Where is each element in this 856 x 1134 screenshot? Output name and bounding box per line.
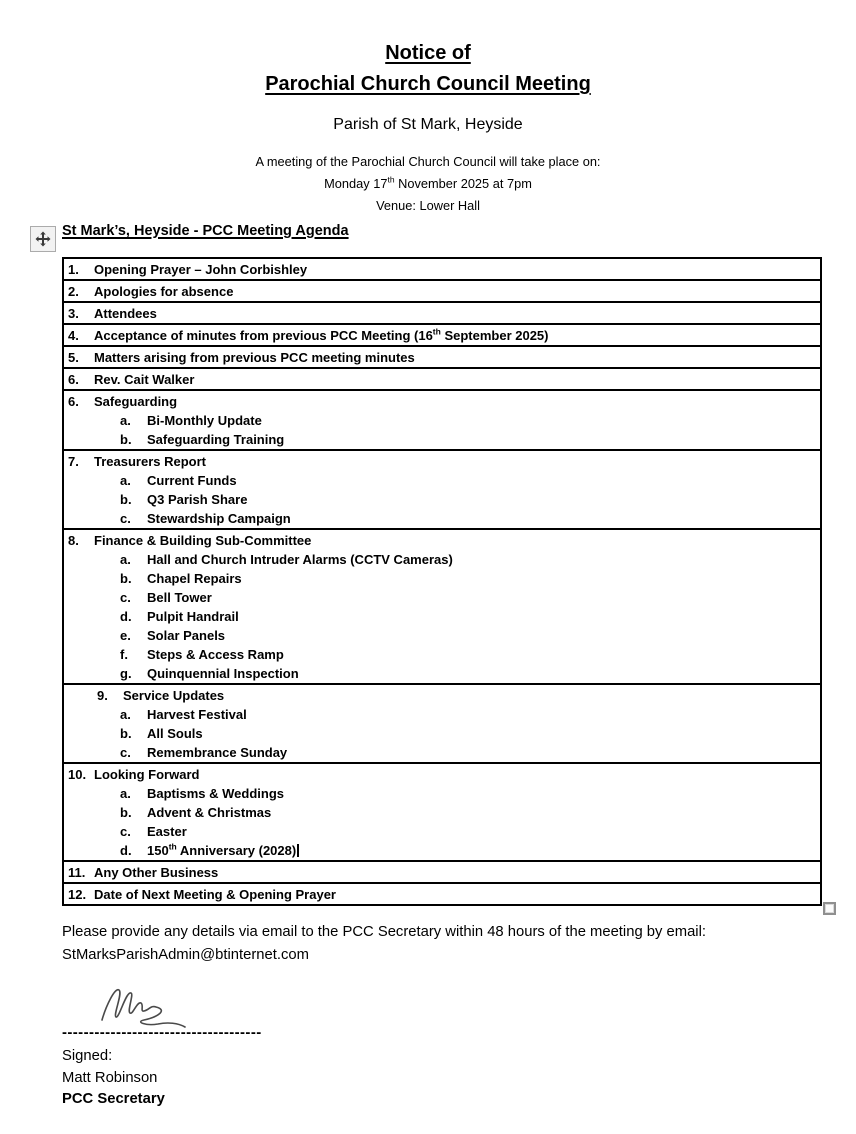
agenda-subitem-line: [64, 411, 820, 430]
agenda-subitem-letter: b.: [120, 805, 132, 820]
agenda-row: [64, 528, 820, 683]
agenda-item-title: [94, 533, 311, 548]
agenda-row: [64, 301, 820, 323]
agenda-item-number: 11.: [68, 865, 86, 880]
text-segment: Rev. Cait Walker: [94, 372, 195, 387]
agenda-item-line: [64, 348, 820, 367]
agenda-item-line: [64, 885, 820, 904]
text-segment: 150: [147, 843, 169, 858]
text-segment: Acceptance of minutes from previous PCC Meeting (16: [94, 328, 433, 343]
signed-name: Matt Robinson: [62, 1069, 158, 1086]
text-cursor: [297, 844, 299, 857]
agenda-subitem-letter: a.: [120, 473, 131, 488]
agenda-subitem-letter: a.: [120, 786, 131, 801]
superscript: th: [387, 174, 395, 185]
agenda-subitem-line: [64, 705, 820, 724]
agenda-row: [64, 367, 820, 389]
text-segment: Bell Tower: [147, 590, 212, 605]
agenda-item-number: 6.: [68, 372, 79, 387]
agenda-item-number: 7.: [68, 454, 79, 469]
agenda-subitem-line: [64, 803, 820, 822]
text-segment: Steps & Access Ramp: [147, 647, 284, 662]
agenda-item-number: 9.: [97, 688, 108, 703]
agenda-subitem-letter: c.: [120, 745, 131, 760]
agenda-subitem-line: [64, 822, 820, 841]
agenda-subitem-letter: e.: [120, 628, 131, 643]
footer-note-email: StMarksParishAdmin@btinternet.com: [62, 947, 309, 963]
agenda-item-line: [64, 304, 820, 323]
agenda-subitem-letter: c.: [120, 824, 131, 839]
agenda-item-title: [94, 767, 199, 782]
agenda-subitem-line: [64, 490, 820, 509]
agenda-subitem-text: [147, 666, 299, 681]
agenda-item-title: [94, 454, 206, 469]
agenda-item-title: [94, 887, 336, 902]
text-segment: Pulpit Handrail: [147, 609, 239, 624]
agenda-item-line: [64, 531, 820, 550]
agenda-item-title: [94, 328, 549, 343]
agenda-subitem-letter: g.: [120, 666, 132, 681]
agenda-item-number: 6.: [68, 394, 79, 409]
agenda-item-number: 10.: [68, 767, 87, 782]
title-line-2: Parochial Church Council Meeting: [265, 73, 591, 95]
agenda-subitem-line: [64, 569, 820, 588]
title-line-1: Notice of: [385, 42, 471, 64]
agenda-subitem-letter: b.: [120, 492, 132, 507]
agenda-subitem-text: [147, 843, 299, 858]
agenda-subitem-line: [64, 509, 820, 528]
agenda-subitem-text: [147, 552, 453, 567]
agenda-subitem-line: [64, 626, 820, 645]
text-segment: Finance & Building Sub-Committee: [94, 533, 312, 548]
agenda-subitem-text: [147, 413, 262, 428]
text-segment: Current Funds: [147, 473, 237, 488]
agenda-item-number: 3.: [68, 306, 79, 321]
agenda-item-line: [64, 370, 820, 389]
agenda-subitem-text: [147, 805, 271, 820]
agenda-subitem-line: [64, 430, 820, 449]
text-segment: Looking Forward: [94, 767, 200, 782]
agenda-subitem-text: [147, 786, 284, 801]
agenda-item-number: 2.: [68, 284, 79, 299]
agenda-item-line: [64, 260, 820, 279]
agenda-subitem-letter: f.: [120, 647, 128, 662]
signed-role: PCC Secretary: [62, 1091, 165, 1107]
agenda-row: [64, 683, 820, 762]
superscript: th: [432, 326, 441, 337]
agenda-row: [64, 762, 820, 860]
signed-label: Signed:: [62, 1048, 113, 1064]
footer-note-line-1: Please provide any details via email to the PCC Secretary within 48 hours of the meeting by email:: [62, 924, 706, 940]
agenda-subitem-line: [64, 550, 820, 569]
agenda-table: [62, 257, 822, 906]
text-segment: Chapel Repairs: [147, 571, 242, 586]
agenda-subitem-line: [64, 743, 820, 762]
agenda-subitem-text: [147, 492, 247, 507]
agenda-item-title: [123, 688, 224, 703]
agenda-subitem-line: [64, 645, 820, 664]
agenda-subitem-letter: a.: [120, 552, 131, 567]
agenda-item-number: 8.: [68, 533, 79, 548]
agenda-item-title: [94, 262, 307, 277]
meeting-date-text: Monday 17: [324, 176, 388, 191]
agenda-subitem-letter: a.: [120, 413, 131, 428]
agenda-row: [64, 259, 820, 279]
agenda-item-title: [94, 394, 177, 409]
text-segment: Service Updates: [123, 688, 225, 703]
agenda-subitem-text: [147, 628, 225, 643]
move-cross-icon: [35, 231, 51, 247]
text-segment: Apologies for absence: [94, 284, 234, 299]
agenda-subitem-text: [147, 571, 242, 586]
agenda-item-title: [94, 306, 157, 321]
agenda-subitem-letter: d.: [120, 609, 132, 624]
text-segment: Opening Prayer – John Corbishley: [94, 262, 308, 277]
text-segment: Matters arising from previous PCC meeting minutes: [94, 350, 415, 365]
table-move-handle[interactable]: [30, 226, 56, 252]
agenda-subitem-text: [147, 609, 239, 624]
text-segment: Quinquennial Inspection: [147, 666, 299, 681]
agenda-row: [64, 389, 820, 449]
text-segment: Treasurers Report: [94, 454, 206, 469]
text-segment: Easter: [147, 824, 187, 839]
signature-dashed-line: -------------------------------------: [62, 1024, 262, 1041]
text-segment: Hall and Church Intruder Alarms (CCTV Cameras): [147, 552, 453, 567]
text-segment: Q3 Parish Share: [147, 492, 248, 507]
signed-block: [62, 1046, 165, 1111]
text-segment: Date of Next Meeting & Opening Prayer: [94, 887, 336, 902]
text-segment: September 2025): [440, 328, 549, 343]
agenda-subitem-letter: a.: [120, 707, 131, 722]
agenda-subitem-line: [64, 784, 820, 803]
text-segment: Bi-Monthly Update: [147, 413, 262, 428]
agenda-item-number: 5.: [68, 350, 79, 365]
agenda-subitem-text: [147, 647, 284, 662]
agenda-subitem-text: [147, 707, 247, 722]
agenda-row: [64, 882, 820, 904]
agenda-row: [64, 860, 820, 882]
agenda-subitem-text: [147, 473, 237, 488]
agenda-subitem-line: [64, 724, 820, 743]
agenda-subitem-letter: b.: [120, 726, 132, 741]
agenda-subitem-line: [64, 841, 820, 860]
meeting-venue-line: Venue: Lower Hall: [376, 198, 480, 213]
agenda-item-line: [64, 392, 820, 411]
parish-subtitle: Parish of St Mark, Heyside: [333, 116, 523, 133]
agenda-subitem-letter: b.: [120, 571, 132, 586]
agenda-row: [64, 345, 820, 367]
agenda-subitem-line: [64, 664, 820, 683]
agenda-subitem-line: [64, 607, 820, 626]
text-segment: Remembrance Sunday: [147, 745, 288, 760]
agenda-subitem-text: [147, 511, 291, 526]
agenda-item-title: [94, 865, 218, 880]
agenda-subitem-line: [64, 588, 820, 607]
agenda-item-line: [64, 282, 820, 301]
text-segment: Advent & Christmas: [147, 805, 272, 820]
superscript: th: [168, 841, 177, 852]
text-segment: Attendees: [94, 306, 157, 321]
meeting-time-text: November 2025 at 7pm: [394, 176, 532, 191]
text-segment: Baptisms & Weddings: [147, 786, 285, 801]
agenda-item-line: [64, 686, 820, 705]
agenda-row: [64, 323, 820, 345]
agenda-item-line: [64, 326, 820, 345]
agenda-item-line: [64, 452, 820, 471]
agenda-subitem-text: [147, 432, 284, 447]
document-header: [0, 38, 856, 217]
text-segment: All Souls: [147, 726, 203, 741]
agenda-item-line: [64, 765, 820, 784]
footer-note: [62, 921, 706, 967]
agenda-item-number: 4.: [68, 328, 79, 343]
agenda-subitem-letter: b.: [120, 432, 132, 447]
text-segment: Stewardship Campaign: [147, 511, 291, 526]
text-segment: Anniversary (2028): [176, 843, 297, 858]
agenda-item-title: [94, 284, 233, 299]
agenda-heading: St Mark’s, Heyside - PCC Meeting Agenda: [62, 223, 349, 239]
agenda-subitem-text: [147, 745, 287, 760]
meeting-date-line: [0, 173, 856, 195]
agenda-row: [64, 279, 820, 301]
agenda-item-number: 12.: [68, 887, 87, 902]
text-segment: Safeguarding: [94, 394, 178, 409]
agenda-row: [64, 449, 820, 528]
meeting-details: [0, 151, 856, 217]
table-resize-handle[interactable]: [823, 902, 836, 915]
agenda-item-line: [64, 863, 820, 882]
agenda-subitem-letter: c.: [120, 511, 131, 526]
agenda-item-title: [94, 372, 194, 387]
text-segment: Harvest Festival: [147, 707, 247, 722]
agenda-subitem-letter: c.: [120, 590, 131, 605]
agenda-subitem-letter: d.: [120, 843, 132, 858]
signature-scribble-icon: [88, 980, 208, 1030]
text-segment: Safeguarding Training: [147, 432, 285, 447]
text-segment: Any Other Business: [94, 865, 219, 880]
agenda-subitem-text: [147, 726, 203, 741]
agenda-item-title: [94, 350, 415, 365]
text-segment: Solar Panels: [147, 628, 226, 643]
agenda-subitem-text: [147, 824, 187, 839]
agenda-subitem-text: [147, 590, 212, 605]
agenda-item-number: 1.: [68, 262, 79, 277]
agenda-subitem-line: [64, 471, 820, 490]
meeting-intro-line: A meeting of the Parochial Church Council will take place on:: [255, 154, 601, 169]
